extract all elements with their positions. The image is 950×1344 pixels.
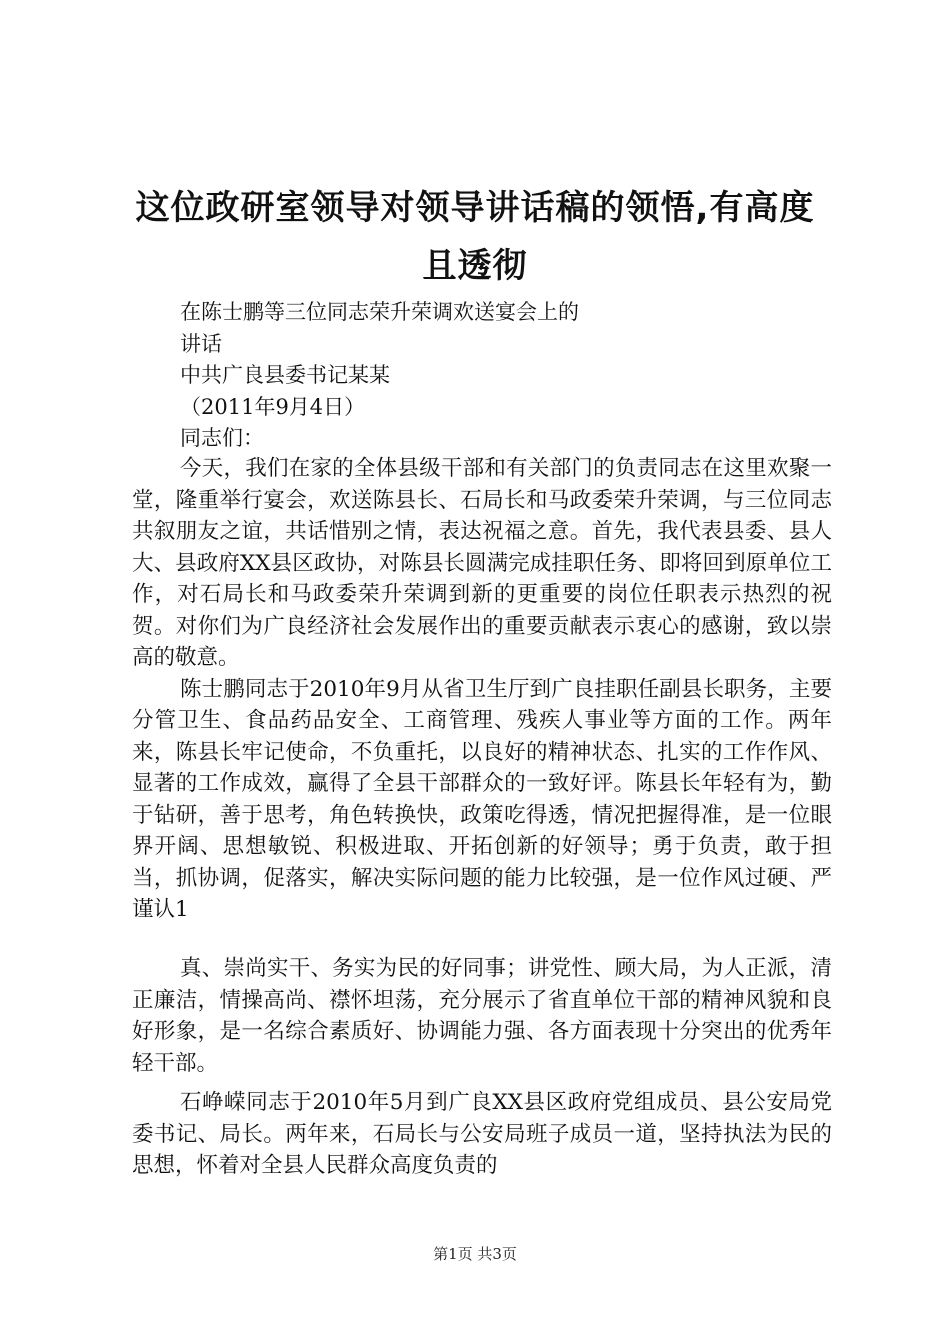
speech-header <box>180 297 840 455</box>
paragraph: 陈士鹏同志于2010年9月从省卫生厅到广良挂职任副县长职务，主要分管卫生、食品药品安全、工商管理、残疾人事业等方面的工作。两年来，陈县长牢记使命，不负重托，以良好的精神状态、扎实的工作作风、显著的工作成效，赢得了全县干部群众的一致好评。陈县长年轻有为，勤于钻研，善于思考，角色转换快，政策吃得透，情况把握得准，是一位眼界开阔、思想敏锐、积极进取、开拓创新的好领导；勇于负责，敢于担当，抓协调，促落实，解决实际问题的能力比较强，是一位作风过硬、严谨认1 <box>132 676 832 922</box>
body-paragraphs <box>132 453 832 926</box>
document-title-line-2: 且透彻 <box>422 246 528 286</box>
speech-occasion-cont: 讲话 <box>180 331 222 356</box>
paragraph: 石峥嵘同志于2010年5月到广良XX县区政府党组成员、县公安局党委书记、局长。两年来，石局长与公安局班子成员一道，坚持执法为民的思想，怀着对全县人民群众高度负责的 <box>132 1090 832 1178</box>
speech-date: （2011年9月4日） <box>180 394 366 419</box>
speech-occasion: 在陈士鹏等三位同志荣升荣调欢送宴会上的 <box>180 300 579 324</box>
speaker-name: 中共广良县委书记某某 <box>180 363 390 387</box>
body-paragraphs-cont <box>132 1087 832 1182</box>
page-footer: 第1页 共3页 <box>433 1245 517 1263</box>
paragraph: 今天，我们在家的全体县级干部和有关部门的负责同志在这里欢聚一堂，隆重举行宴会，欢送陈县长、石局长和马政委荣升荣调，与三位同志共叙朋友之谊，共话惜别之情，表达祝福之意。首先，我代表县委、县人大、县政府XX县区政协，对陈县长圆满完成挂职任务、即将回到原单位工作，对石局长和马政委荣升荣调到新的更重要的岗位任职表示热烈的祝贺。对你们为广良经济社会发展作出的重要贡献表示衷心的感谢，致以崇高的敬意。 <box>132 456 832 670</box>
paragraph: 真、崇尚实干、务实为民的好同事；讲党性、顾大局，为人正派，清正廉洁，情操高尚、襟怀坦荡，充分展示了省直单位干部的精神风貌和良好形象，是一名综合素质好、协调能力强、各方面表现十分突出的优秀年轻干部。 <box>132 956 832 1076</box>
document-title-line-1: 这位政研室领导对领导讲话稿的领悟,有高度 <box>135 188 815 228</box>
body-paragraphs-cont <box>132 953 832 1079</box>
salutation: 同志们： <box>180 426 264 450</box>
